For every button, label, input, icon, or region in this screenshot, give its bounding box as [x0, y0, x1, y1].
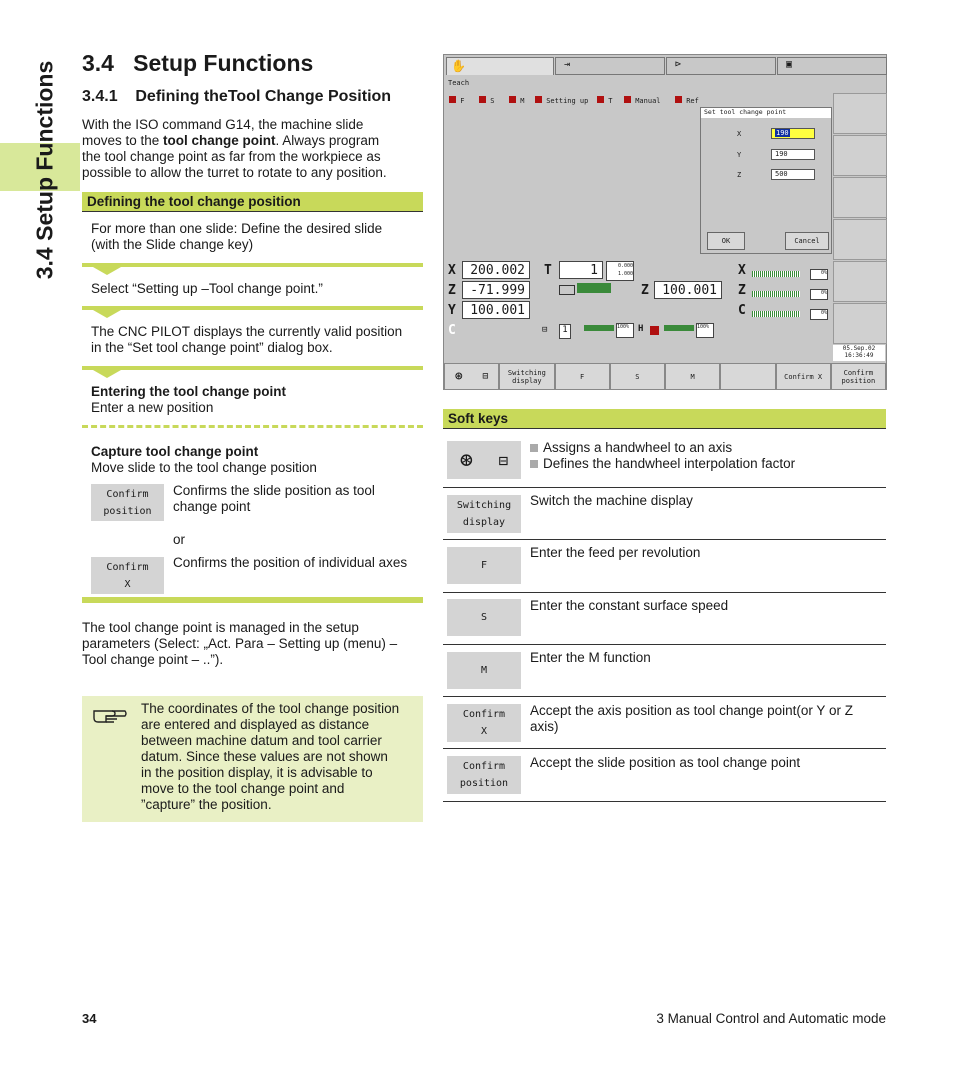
s-softkey[interactable]: S — [610, 363, 665, 390]
empty-softkey[interactable] — [720, 363, 775, 390]
or-text: or — [173, 532, 186, 547]
procedure-end-bar — [82, 597, 423, 603]
axis-label-z2: Z — [641, 283, 649, 298]
confirm-position-softkey[interactable]: Confirm position — [91, 484, 164, 521]
menu-manual[interactable]: Manual — [624, 96, 661, 105]
confirm-x-desc: Confirms the position of individual axes — [173, 555, 408, 570]
load-label-z: Z — [738, 283, 746, 298]
tool-comp-values: 0.000 1.000 — [606, 261, 634, 281]
step-divider-1 — [82, 263, 423, 267]
dialog-cancel-button[interactable]: Cancel — [785, 232, 829, 250]
side-chapter-title: 3.4 Setup Functions — [31, 60, 58, 280]
position-z2: 100.001 — [654, 281, 722, 299]
vertical-softkey-3[interactable] — [833, 177, 887, 218]
switching-display-desc: Switch the machine display — [530, 493, 693, 508]
s-key[interactable]: S — [447, 599, 521, 636]
confirm-position-screen-softkey[interactable]: Confirm position — [831, 363, 886, 390]
section-title: 3.4 Setup Functions — [82, 50, 314, 76]
row-divider — [443, 801, 886, 802]
axis-label-c: C — [448, 323, 456, 338]
confirm-x-key-desc: Accept the axis position as tool change point(or Y or Z axis) — [530, 703, 853, 734]
hand-icon: ✋ — [451, 59, 466, 73]
cnc-screenshot — [443, 54, 887, 390]
vertical-softkey-4[interactable] — [833, 219, 887, 260]
note-box — [82, 696, 423, 822]
disk-icon: ▣ — [786, 59, 793, 70]
position-y: 100.001 — [462, 301, 530, 319]
load-meters — [738, 261, 830, 321]
status-feed-indicator — [559, 281, 639, 297]
interpolation-factor-icon: ⊟ — [498, 450, 509, 470]
handwheel-key[interactable] — [447, 441, 521, 479]
handwheel-icon: ⊛ — [459, 447, 474, 473]
row-divider — [443, 696, 886, 697]
confirm-position-key-desc: Accept the slide position as tool change point — [530, 755, 801, 770]
softkeys-heading: Soft keys — [443, 409, 886, 428]
subsection-title: 3.4.1 Defining theTool Change Position — [82, 88, 392, 105]
m-softkey[interactable]: M — [665, 363, 720, 390]
confirm-position-desc: Confirms the slide position as tool change point — [173, 483, 375, 514]
page-number: 34 — [82, 1011, 97, 1026]
softkeys-heading-rule — [443, 428, 886, 429]
menu-ref[interactable]: Ref — [675, 96, 699, 105]
step-3: The CNC PILOT displays the currently valid position in the “Set tool change point” dialog box. — [91, 324, 403, 355]
handwheel-icon: ⊛ — [454, 369, 463, 384]
axis-label-y: Y — [448, 303, 456, 318]
heading-rule — [82, 211, 423, 212]
confirm-position-key[interactable]: Confirm position — [447, 756, 521, 794]
vertical-softkey-2[interactable] — [833, 135, 887, 176]
load-bar-c — [752, 311, 800, 317]
set-tool-change-dialog — [700, 107, 832, 254]
dialog-label-z: Z — [737, 171, 742, 179]
vertical-softkey-6[interactable] — [833, 303, 887, 344]
load-bar-x — [752, 271, 800, 277]
position-x: 200.002 — [462, 261, 530, 279]
procedure-heading: Defining the tool change position — [82, 192, 423, 211]
menu-t[interactable]: T — [597, 96, 612, 105]
row-divider — [443, 592, 886, 593]
row-divider — [443, 539, 886, 540]
m-desc: Enter the M function — [530, 650, 651, 665]
confirm-x-screen-softkey[interactable]: Confirm X — [776, 363, 831, 390]
note-text: The coordinates of the tool change position are entered and displayed as distance between machine datum and tool carrier datum. Since these values are not shown in the position display, it is advisable to move to the tool change point and ”capture” the position. — [141, 701, 400, 812]
spindle-pct: 100% — [616, 323, 634, 338]
dialog-field-x[interactable]: 190 — [771, 128, 815, 139]
load-bar-z — [752, 291, 800, 297]
spindle-load-bar — [584, 325, 614, 331]
load-pct-z: 0% — [810, 289, 828, 300]
mode-tabs — [444, 55, 886, 75]
step-2: Select “Setting up –Tool change point.” — [91, 281, 323, 296]
stop-indicator-icon — [650, 326, 659, 335]
vertical-softkey-5[interactable] — [833, 261, 887, 302]
step-arrow-1 — [93, 267, 121, 275]
f-key[interactable]: F — [447, 547, 521, 584]
tab-teach-in[interactable] — [555, 57, 665, 75]
tab-program-run[interactable] — [666, 57, 776, 75]
m-key[interactable]: M — [447, 652, 521, 689]
step-divider-3 — [82, 366, 423, 370]
switching-display-key[interactable]: Switching display — [447, 495, 521, 533]
dialog-field-y[interactable]: 190 — [771, 149, 815, 160]
load-pct-c: 0% — [810, 309, 828, 320]
pointing-hand-icon — [92, 702, 128, 724]
menu-m[interactable]: M — [509, 96, 524, 105]
position-z: -71.999 — [462, 281, 530, 299]
step-1: For more than one slide: Define the desired slide (with the Slide change key) — [91, 221, 383, 252]
dialog-title: Set tool change point — [701, 108, 831, 118]
handwheel-desc: Assigns a handwheel to an axis Defines the handwheel interpolation factor — [530, 440, 885, 472]
program-run-icon: ⊳ — [675, 59, 682, 70]
confirm-x-softkey[interactable]: Confirm X — [91, 557, 164, 594]
row-divider — [443, 487, 886, 488]
dialog-label-y: Y — [737, 151, 742, 159]
tab-organization[interactable] — [777, 57, 887, 75]
load-label-x: X — [738, 263, 746, 278]
handwheel-softkey[interactable] — [444, 363, 499, 390]
h-label: H — [638, 324, 644, 334]
s-desc: Enter the constant surface speed — [530, 598, 729, 613]
intro-paragraph: With the ISO command G14, the machine slide moves to the tool change point. Always program the tool change point as far from the workpiece as possible to allow the turret to rotate to any position. — [82, 117, 387, 180]
bullet-icon — [530, 444, 538, 452]
row-divider — [443, 644, 886, 645]
tool-label: T — [544, 263, 552, 278]
entering-step: Entering the tool change point Enter a new position — [91, 384, 286, 415]
vertical-softkey-1[interactable] — [833, 93, 887, 134]
axis-label-z: Z — [448, 283, 456, 298]
confirm-x-key[interactable]: Confirm X — [447, 704, 521, 742]
dialog-field-z[interactable]: 500 — [771, 169, 815, 180]
step-divider-2 — [82, 306, 423, 310]
bullet-icon — [530, 460, 538, 468]
date-time: 05.Sep.02 16:36:49 — [833, 345, 885, 361]
menu-setting-up[interactable]: Setting up — [535, 96, 588, 105]
step-arrow-3 — [93, 370, 121, 378]
load-pct-x: 0% — [810, 269, 828, 280]
h-pct: 100% — [696, 323, 714, 338]
row-divider — [443, 748, 886, 749]
switching-display-softkey[interactable]: Switching display — [499, 363, 554, 390]
dialog-label-x: X — [737, 130, 742, 138]
spindle-status — [542, 323, 732, 339]
arrow-in-icon: ⇥ — [564, 59, 571, 70]
load-label-c: C — [738, 303, 746, 318]
f-softkey[interactable]: F — [555, 363, 610, 390]
step-arrow-2 — [93, 310, 121, 318]
spindle-number: 1 — [559, 324, 571, 339]
f-desc: Enter the feed per revolution — [530, 545, 701, 560]
dialog-ok-button[interactable]: OK — [707, 232, 745, 250]
interpolation-icon: ⊟ — [482, 371, 489, 382]
h-load-bar — [664, 325, 694, 331]
spindle-icon: ⊟ — [542, 325, 548, 335]
mode-label: Teach — [448, 79, 470, 87]
chapter-footer: 3 Manual Control and Automatic mode — [656, 1011, 886, 1026]
menu-s[interactable]: S — [479, 96, 494, 105]
menu-f[interactable]: F — [449, 96, 464, 105]
dashed-divider — [82, 425, 423, 428]
menu-bar — [447, 94, 827, 108]
axis-label-x: X — [448, 263, 456, 278]
managed-paragraph: The tool change point is managed in the setup parameters (Select: „Act. Para – Setting up (menu) – Tool change point – ..”). — [82, 620, 398, 667]
tool-number: 1 — [559, 261, 603, 279]
capture-step: Capture tool change point Move slide to the tool change position — [91, 444, 317, 475]
tab-manual[interactable] — [446, 57, 554, 75]
screen-softkey-bar — [444, 363, 886, 390]
